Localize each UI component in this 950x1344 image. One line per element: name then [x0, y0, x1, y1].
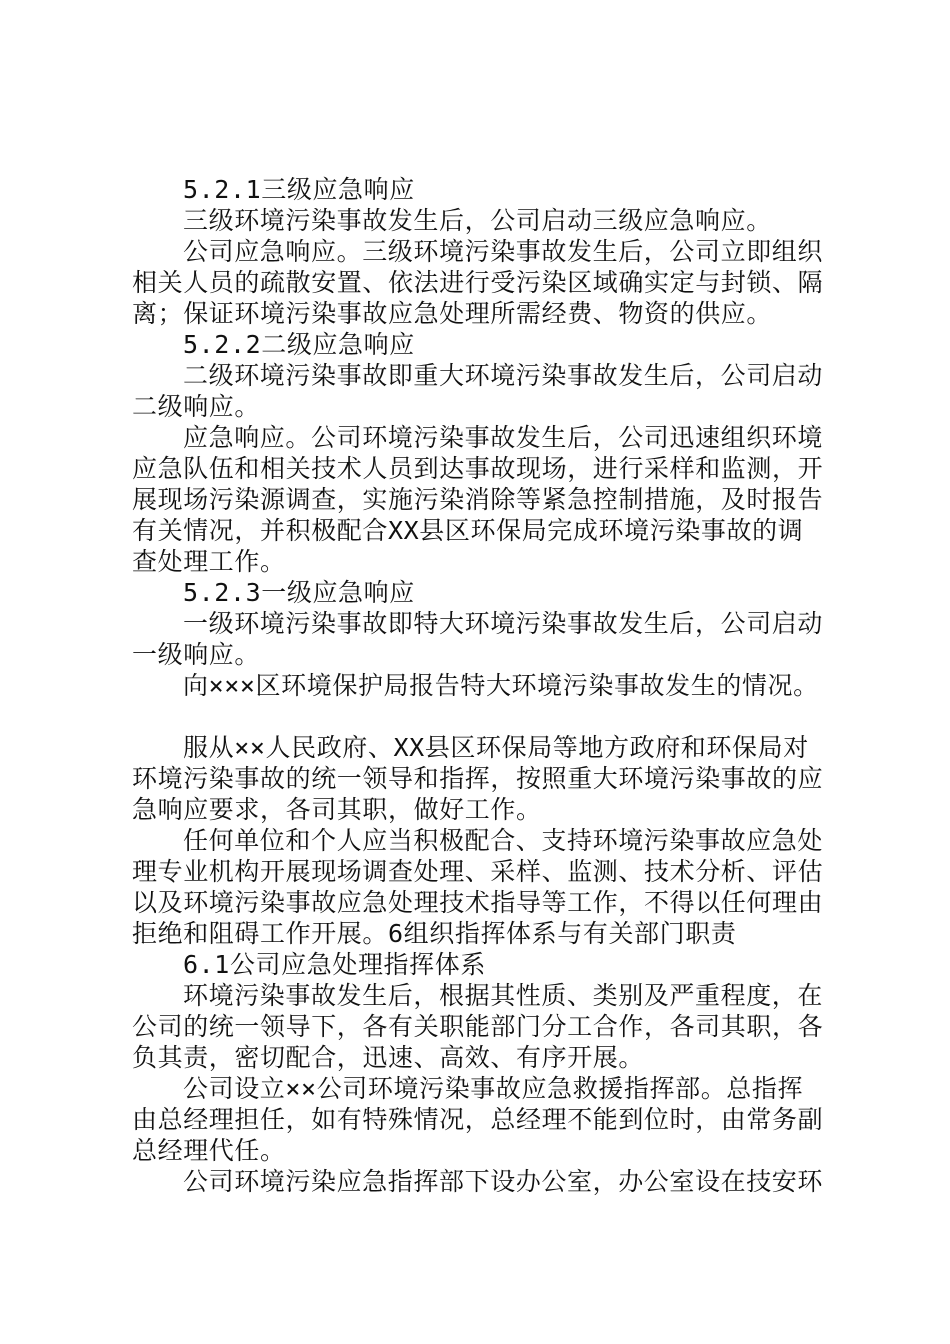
paragraph-line: 环境污染事故发生后，根据其性质、类别及严重程度，在	[183, 981, 824, 1010]
paragraph-line: 总经理代任。	[132, 1136, 286, 1165]
paragraph-line: 拒绝和阻碍工作开展。6组织指挥体系与有关部门职责	[132, 919, 737, 948]
paragraph-line: 一级响应。	[132, 640, 261, 669]
paragraph-line: 任何单位和个人应当积极配合、支持环境污染事故应急处	[183, 826, 824, 855]
paragraph-line: 向×××区环境保护局报告特大环境污染事故发生的情况。	[183, 671, 819, 700]
heading-6-1: 6.1公司应急处理指挥体系	[183, 950, 486, 979]
paragraph-line: 公司环境污染应急指挥部下设办公室，办公室设在技安环	[183, 1167, 824, 1196]
paragraph-line: 三级环境污染事故发生后，公司启动三级应急响应。	[183, 206, 772, 235]
paragraph-line: 急响应要求，各司其职，做好工作。	[132, 795, 542, 824]
paragraph-line: 公司设立××公司环境污染事故应急救援指挥部。总指挥	[183, 1074, 804, 1103]
paragraph-line: 负其责，密切配合，迅速、高效、有序开展。	[132, 1043, 645, 1072]
paragraph-line: 以及环境污染事故应急处理技术指导等工作，不得以任何理由	[132, 888, 824, 917]
paragraph-line: 应急队伍和相关技术人员到达事故现场，进行采样和监测，开	[132, 454, 824, 483]
paragraph-line: 二级响应。	[132, 392, 261, 421]
paragraph-line: 公司的统一领导下，各有关职能部门分工合作，各司其职，各	[132, 1012, 824, 1041]
paragraph-line: 有关情况，并积极配合XX县区环保局完成环境污染事故的调	[132, 516, 804, 545]
paragraph-line: 一级环境污染事故即特大环境污染事故发生后，公司启动	[183, 609, 824, 638]
paragraph-line: 展现场污染源调查，实施污染消除等紧急控制措施，及时报告	[132, 485, 824, 514]
paragraph-line: 环境污染事故的统一领导和指挥，按照重大环境污染事故的应	[132, 764, 824, 793]
heading-5-2-1: 5.2.1三级应急响应	[183, 175, 415, 204]
paragraph-line: 理专业机构开展现场调查处理、采样、监测、技术分析、评估	[132, 857, 824, 886]
paragraph-line: 二级环境污染事故即重大环境污染事故发生后，公司启动	[183, 361, 824, 390]
paragraph-line: 服从××人民政府、XX县区环保局等地方政府和环保局对	[183, 733, 809, 762]
paragraph-line: 相关人员的疏散安置、依法进行受污染区域确实定与封锁、隔	[132, 268, 824, 297]
paragraph-line: 应急响应。公司环境污染事故发生后，公司迅速组织环境	[183, 423, 824, 452]
paragraph-line: 离；保证环境污染事故应急处理所需经费、物资的供应。	[132, 299, 773, 328]
paragraph-line: 由总经理担任，如有特殊情况，总经理不能到位时，由常务副	[132, 1105, 824, 1134]
heading-5-2-2: 5.2.2二级应急响应	[183, 330, 415, 359]
paragraph-line: 查处理工作。	[132, 547, 286, 576]
paragraph-line: 公司应急响应。三级环境污染事故发生后，公司立即组织	[183, 237, 824, 266]
heading-5-2-3: 5.2.3一级应急响应	[183, 578, 415, 607]
